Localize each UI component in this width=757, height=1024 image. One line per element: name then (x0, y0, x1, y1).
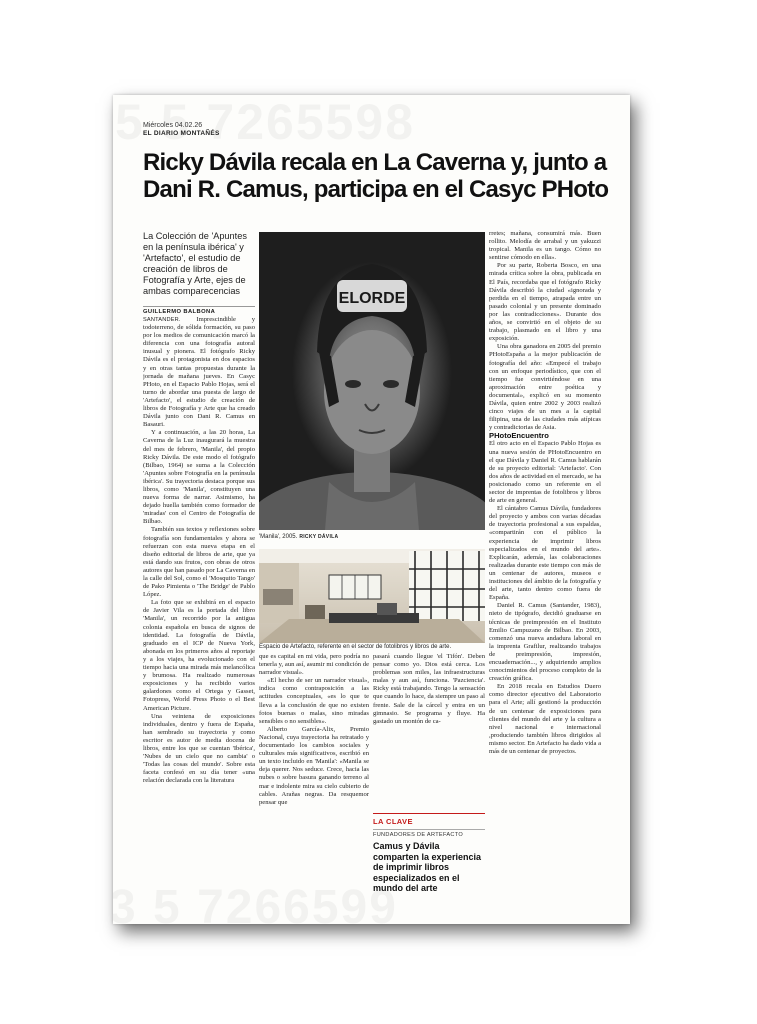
headgear-brand-text: ELORDE (338, 290, 406, 307)
section-heading: PHotoEncuentro (489, 431, 549, 441)
body-paragraph: SANTANDER. Imprescindible y todoterreno, de sólida formación, su paso por los medios de comunicación marcó la diferencia con una fotografía autoral inusual y pionera. El fotógrafo Ricky Dávila es el protagonista en dos espacios y en otras tantas propuestas durante la jornada de mañana jueves. En Casyc PHoto, en el Espacio Pablo Hojas, será el turno de abordar una puesta de largo de 'Artefacto', el estudio de creación de libros de Fotografía y Arte que ha creado Dávila junto con Dani R. Camus en Basauri. (143, 316, 255, 429)
dateline-place: SANTANDER. (143, 317, 181, 323)
portrait-caption (259, 534, 485, 540)
key-box-title: Camus y Dávila comparten la experiencia de imprimir libros especializados en el mundo del arte (373, 841, 482, 893)
newspaper-page (113, 95, 630, 924)
studio-photo (259, 549, 485, 643)
body-paragraph: También sus textos y reflexiones sobre fotografía son fundamentales y ahora se refuerzan con esta nueva etapa en el diseño editorial de libros de arte, que ya está dando sus frutos, con obras de otros autores que han pasado por La Caverna en la calle del Sol, como el 'Mosquito Tango' de Pako Pimienta o 'The Bridge' de Pablo López. (143, 526, 255, 599)
body-paragraph: Por su parte, Roberta Bosco, en una mirada crítica sobre la obra, publicada en El País, recordaba que el fotógrafo Ricky Dávila describió la ciudad «ignorada y perdida en el tiempo, atrapada entre un pasado colonial y un presente dominado por las contradicciones». Durante dos años, se convirtió en el objeto de su trabajo, plasmado en el libro y una exposición. (489, 262, 601, 343)
article-headline: Ricky Dávila recala en La Caverna y, junto a Dani R. Camus, participa en el Casyc PHoto (143, 149, 609, 203)
body-paragraph: «El hecho de ser un narrador visual», indica como contraposición a las actitudes conceptuales, «es lo que te lleva a la conclusión de que no existen fotos buenas o malas, sino miradas sensibles o no sensibles». (259, 677, 369, 725)
body-paragraph: Alberto García-Alix, Premio Nacional, cuya trayectoria ha retratado y documentado los cambios sociales y culturales más significativos, escribió en un texto incluido en 'Manila': «Manila se deja querer. Nos seduce. Crece, hacia las nubes o sobre basura ganando terreno al mar e indolente mira su cielo cubierto de cables. Arañas negras. Da resquemor pensar que (259, 725, 369, 806)
body-column-3 (373, 653, 485, 813)
boxer-portrait-illustration (259, 232, 485, 530)
photo-credit: RICKY DÁVILA (299, 534, 339, 540)
key-box (373, 813, 485, 894)
body-paragraph: Y a continuación, a las 20 horas, La Caverna de la Luz inaugurará la muestra del mes de febrero, 'Manila', del propio Ricky Dávila. De este modo el fotógrafo (Bilbao, 1964) se suma a la Colección 'Apuntes sobre Fotografía en la península ibérica'. Su trayectoria destaca porque sus libros, como 'Manila', constituyen una nueva forma de narrar. Asimismo, ha dejado huella también como formador de 'miradas' con el Centro de Fotografía de Bilbao. (143, 429, 255, 526)
portrait-caption-text: 'Manila', 2005. (259, 534, 298, 540)
studio-interior-illustration (259, 549, 485, 643)
body-paragraph: La foto que se exhibirá en el espacio de Javier Vila es la portada del libro 'Manila', un recorrido por la antigua colonia española en busca de signos de identidad. La fotografía de Dávila, graduado en el ICP de Nueva York, abonada en los primeros años al reportaje y a los viajes, ha evolucionado con el tiempo hacia una mirada más melancólica y brumosa. Ha realizado numerosas exposiciones y ha recibido varios galardones como el Ortega y Gasset, Fotopress, World Press Photo o el Best American Picture. (143, 599, 255, 712)
body-column-2 (259, 653, 369, 908)
body-paragraph: El otro acto en el Espacio Pablo Hojas es una nueva sesión de PHotoEncuentro en el que Dávila y Daniel R. Camus hablarán de su proyecto editorial: 'Artefacto'. Con dos años de actividad en el mercado, se ha posicionado como un referente en el sector de imprentas de fotolibros y libros de arte en general. (489, 440, 601, 505)
key-box-tag: LA CLAVE (373, 817, 413, 826)
body-paragraph: El cántabro Camus Dávila, fundadores del proyecto y ambos con varias décadas de trayectoria profesional a sus espaldas, «compartirán con el público la experiencia de imprimir libros especializados en el mundo del arte». Explicarán, además, las colaboraciones realizadas durante este tiempo con más de un centenar de autores, museos e instituciones del ámbito de la fotografía y del arte, tanto dentro como fuera de España. (489, 505, 601, 602)
newspaper-name: EL DIARIO MONTAÑÉS (143, 130, 220, 137)
portrait-photo (259, 232, 485, 530)
body-column-1 (143, 316, 255, 906)
issue-date: Miércoles 04.02.26 (143, 122, 203, 129)
body-column-4 (489, 230, 601, 906)
body-paragraph: pasará cuando llegue 'el Tifón'. Deben pensar como yo. Dios está cerca. Los problemas son miles, las infraestructuras malas y aun así, funciona. 'Pazciencia'. Ricky está trabajando. Tengo la sensación que cuando lo hace, da siempre un paso al frente. Sale de la cárcel y entra en un gimnasio. Se programa y fluye. Ha gastado un montón de ca- (373, 653, 485, 725)
key-box-kicker: FUNDADORES DE ARTEFACTO (373, 829, 485, 838)
body-paragraph: Daniel R. Camus (Santander, 1983), nieto de tipógrafo, decidió graduarse en técnicas de preimpresión en el Instituto Emilio Campuzano de Bilbao. En 2003, comenzó una nueva andadura laboral en la imprenta Grafilur, realizando trabajos de preimpresión, impresión, encuadernación..., y adquiriendo amplios conocimientos del proceso completo de la creación gráfica. (489, 602, 601, 683)
body-paragraph: que es capital en mi vida, pero podría no tenerla y, aun así, asumir mi condición de narrador visual». (259, 653, 369, 677)
article-byline: GUILLERMO BALBONA (143, 306, 255, 315)
body-paragraph: En 2018 recala en Estudios Duero como director ejecutivo del Laboratorio para el Arte; allí gestionó la producción de un centenar de exposiciones para clientes del mundo del arte y la cultura a nivel nacional e internacional ,produciendo también libros dirigidos al mismo sector. En Artefacto ha dado vida a más de un centenar de proyectos. (489, 683, 601, 755)
body-paragraph: Una veintena de exposiciones individuales, dentro y fuera de España, han sembrado su trayectoria y como escritor es autor de media docena de libros, entre los que se cuentan 'Ibérica', 'Nubes de un cielo que no cambia' o 'Todas las cosas del mundo'. Sobre esta faceta confesó en su día tener «una relación declarada con la literatura (143, 712, 255, 785)
article-subhead: La Colección de 'Apuntes en la península ibérica' y 'Artefacto', el estudio de creación de libros de Fotografía y Arte, ejes de ambas comparecencias (143, 231, 247, 296)
studio-caption: Espacio de Artefacto, referente en el sector de fotolibros y libros de arte. (259, 644, 452, 650)
body-paragraph: Una obra ganadora en 2005 del premio PHotoEspaña a la mejor publicación de fotografía del año: «Empecé el trabajo con un enfoque periodístico, que con el tiempo fue convirtiéndose en una aproximación entre poética y documental», explicó en su momento Dávila, quien entre 2002 y 2003 realizó cinco viajes de un mes a la capital filipina, una de las ciudades más atípicas y contradictorias de Asia. (489, 343, 601, 432)
body-paragraph: rretes; mañana, consumirá más. Buen rollito. Melodía de arrabal y un yakuzzi tropical. Manila es un tango. Cómo no sentirse cómodo en ella». (489, 230, 601, 262)
